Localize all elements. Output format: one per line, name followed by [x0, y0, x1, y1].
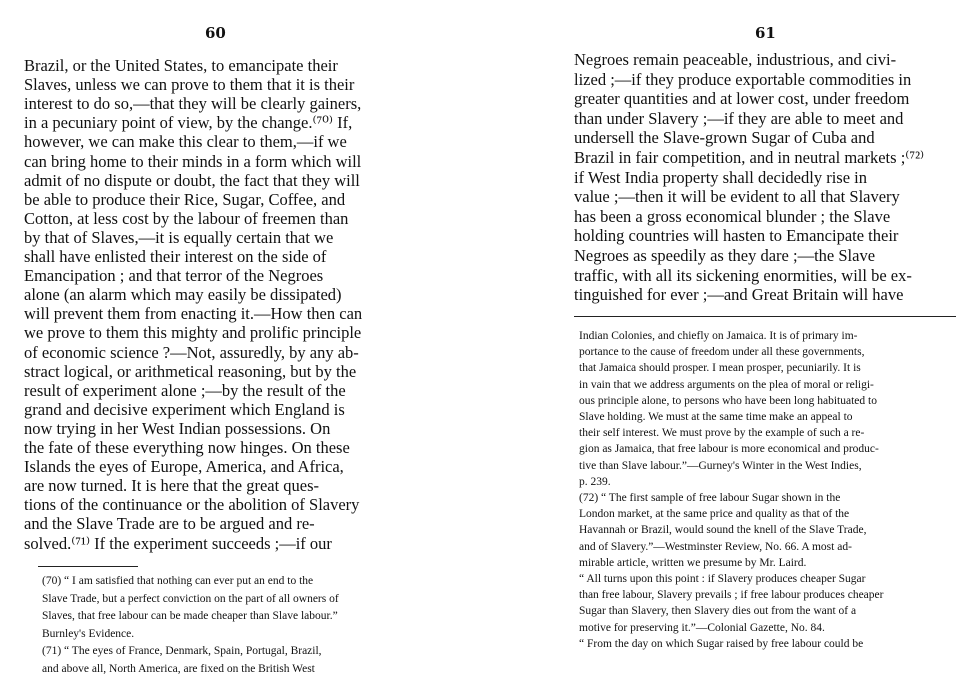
footnote-line: gion as Jamaica, that free labour is more economical and produc- [579, 443, 879, 456]
text-line: the fate of these everything now hinges. On these [24, 438, 350, 457]
footnote-line: than free labour, Slavery prevails ; if free labour produces cheaper [579, 589, 884, 602]
text-line: however, we can make this clear to them,—if we [24, 132, 347, 152]
page-number: 60 [205, 24, 226, 42]
text-line: holding countries will hasten to Emancipate their [574, 226, 899, 246]
text-line: shall have enlisted their interest on the side of [24, 247, 327, 266]
footnote-line: in vain that we address arguments on the plea of moral or religi- [579, 378, 874, 391]
footnote-line: “ From the day on which Sugar raised by free labour could be [579, 637, 864, 650]
footnote-line: “ All turns upon this point : if Slavery produces cheaper Sugar [579, 573, 866, 585]
text-line: of economic science ?—Not, assuredly, by any ab- [24, 342, 359, 362]
footnote-line: (71) “ The eyes of France, Denmark, Spain, Portugal, Brazil, [42, 645, 322, 658]
text-line: tions of the continuance or the abolition of Slavery [24, 495, 360, 515]
text-line: we prove to them this mighty and prolific principle [24, 323, 362, 343]
footnote-line: Sugar than Slavery, then Slavery dies out from the want of a [579, 605, 857, 618]
text-line: now trying in her West Indian possessions. On [24, 418, 331, 438]
text-line: alone (an alarm which may easily be dissipated) [24, 285, 342, 305]
footnote-line: London market, at the same price and quality as that of the [579, 508, 850, 521]
text-line: Brazil in fair competition, and in neutral markets ;⁽⁷²⁾ [574, 148, 925, 167]
footnote-line: Burnley's Evidence. [42, 627, 135, 640]
footnote-rule [574, 316, 956, 317]
text-line: will prevent them from enacting it.—How then can [24, 304, 363, 324]
right-page [550, 0, 980, 688]
text-line: solved.⁽⁷¹⁾ If the experiment succeeds ;—if our [24, 533, 332, 553]
text-line: Brazil, or the United States, to emancipate their [24, 56, 338, 75]
footnote-line: their self interest. We must prove by the example of such a re- [579, 427, 865, 440]
footnote-line: Havannah or Brazil, would sound the knell of the Slave Trade, [579, 524, 867, 537]
text-line: grand and decisive experiment which England is [24, 399, 345, 419]
text-line: undersell the Slave-grown Sugar of Cuba and [574, 128, 875, 148]
footnote-line: that Jamaica should prosper. I mean prosper, pecuniarily. It is [579, 362, 861, 375]
text-line: are now turned. It is here that the great ques- [24, 476, 320, 496]
footnote-line: Slave Trade, but a perfect conviction on the part of all owners of [42, 592, 339, 605]
text-line: in a pecuniary point of view, by the change.⁽⁷⁰⁾ If, [24, 113, 353, 133]
footnote-line: ous principle alone, to persons who have been long habituated to [579, 394, 877, 407]
page-number: 61 [755, 24, 776, 42]
text-line: greater quantities and at lower cost, under freedom [574, 89, 910, 109]
footnote-line: motive for preserving it.”—Colonial Gazette, No. 84. [579, 621, 825, 634]
text-line: and the Slave Trade are to be argued and re- [24, 514, 315, 534]
left-page [0, 0, 430, 688]
text-line: be able to produce their Rice, Sugar, Coffee, and [24, 189, 346, 209]
text-line: tinguished for ever ;—and Great Britain will have [574, 285, 904, 305]
text-line: if West India property shall decidedly rise in [574, 167, 867, 187]
footnote-line: portance to the cause of freedom under all these governments, [579, 346, 865, 359]
footnote-line: Slave holding. We must at the same time make an appeal to [579, 411, 853, 423]
text-line: value ;—then it will be evident to all that Slavery [574, 187, 900, 207]
footnote-line: and above all, North America, are fixed on the British West [42, 663, 315, 675]
text-line: traffic, with all its sickening enormities, will be ex- [574, 265, 912, 285]
footnote-line: tive than Slave labour.”—Gurney's Winter in the West Indies, [579, 459, 862, 472]
text-line: can bring home to their minds in a form which will [24, 151, 362, 171]
footnote-line: and of Slavery.”—Westminster Review, No. 66. A most ad- [579, 540, 852, 553]
footnote-line: mirable article, written we presume by Mr. Laird. [579, 556, 807, 569]
text-line: has been a gross economical blunder ; the Slave [574, 206, 891, 226]
text-line: than under Slavery ;—if they are able to meet and [574, 108, 904, 128]
text-line: Slaves, unless we can prove to them that it is their [24, 75, 355, 95]
text-line: Cotton, at less cost by the labour of freemen than [24, 208, 349, 228]
footnote-line: p. 239. [579, 475, 611, 488]
footnote-line: Slaves, that free labour can be made cheaper than Slave labour.” [42, 610, 338, 623]
text-line: result of experiment alone ;—by the result of the [24, 380, 346, 400]
text-line: Islands the eyes of Europe, America, and Africa, [24, 457, 344, 477]
text-line: Emancipation ; and that terror of the Negroes [24, 266, 324, 286]
text-line: by that of Slaves,—it is equally certain that we [24, 227, 334, 247]
text-line: admit of no dispute or doubt, the fact that they will [24, 170, 360, 190]
footnote-line: (72) “ The first sample of free labour Sugar shown in the [579, 492, 841, 504]
footnote-rule [38, 566, 138, 567]
text-line: Negroes as speedily as they dare ;—the Slave [574, 246, 876, 265]
text-line: interest to do so,—that they will be clearly gainers, [24, 94, 362, 114]
footnote-line: (70) “ I am satisfied that nothing can ever put an end to the [42, 575, 314, 587]
text-line: lized ;—if they produce exportable commodities in [574, 69, 912, 89]
text-line: Negroes remain peaceable, industrious, and civi- [574, 50, 897, 69]
text-line: stract logical, or arithmetical reasoning, but by the [24, 361, 357, 381]
footnote-line: Indian Colonies, and chiefly on Jamaica. It is of primary im- [579, 330, 858, 342]
